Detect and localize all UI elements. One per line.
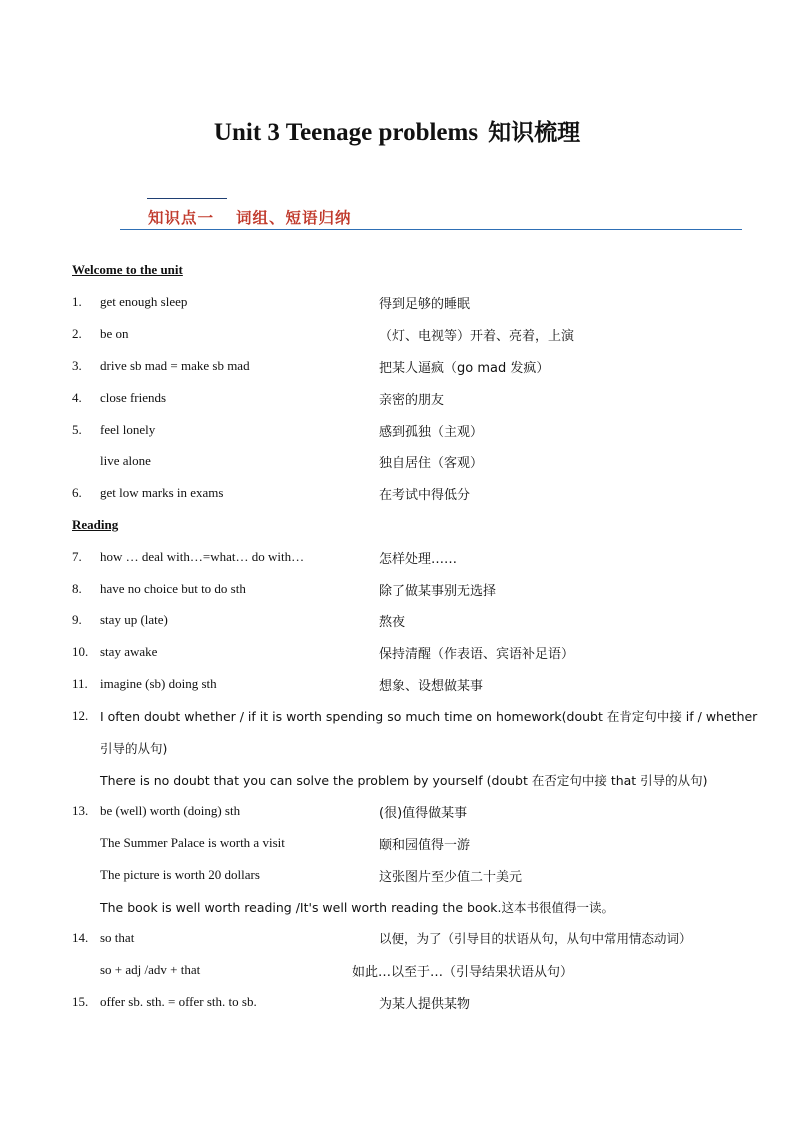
section-heading [148, 206, 352, 228]
item-english: be on [100, 326, 129, 341]
item-number: 2. [72, 326, 82, 341]
item-chinese: 怎样处理…… [379, 552, 458, 567]
item-chinese: 把某人逼疯（go mad 发疯） [379, 361, 550, 376]
item-english: The picture is worth 20 dollars [100, 867, 260, 882]
item-english: stay up (late) [100, 612, 168, 627]
item-english: how … deal with…=what… do with… [100, 549, 305, 564]
item-english: offer sb. sth. = offer sth. to sb. [100, 994, 257, 1009]
item-chinese: 以便，为了（引导目的状语从句，从句中常用情态动词） [379, 931, 692, 946]
item-english: The Summer Palace is worth a visit [100, 835, 285, 850]
item-number: 12. [72, 708, 89, 723]
subheading-reading: Reading [72, 517, 119, 532]
item-english: stay awake [100, 644, 158, 659]
item-example: There is no doubt that you can solve the problem by yourself (doubt 在否定句中接 that 引导的从句) [100, 773, 708, 788]
item-english: close friends [100, 390, 167, 405]
item-english: drive sb mad = make sb mad [100, 358, 250, 373]
item-example: The book is well worth reading /It's well worth reading the book.这本书很值得一读。 [100, 900, 614, 915]
item-number: 10. [72, 644, 89, 659]
item-chinese: (很)值得做某事 [379, 806, 468, 821]
section-label: 知识点一 [148, 209, 215, 227]
subheading-welcome: Welcome to the unit [72, 262, 183, 277]
item-number: 6. [72, 485, 82, 500]
page-title [0, 114, 794, 147]
item-chinese: 得到足够的睡眠 [379, 297, 471, 312]
item-number: 8. [72, 581, 82, 596]
item-chinese: 感到孤独（主观） [379, 425, 484, 440]
item-chinese: 这张图片至少值二十美元 [379, 870, 523, 885]
item-number: 14. [72, 930, 89, 945]
item-chinese: 熬夜 [379, 615, 406, 630]
item-english: so + adj /adv + that [100, 962, 201, 977]
item-english: get low marks in exams [100, 485, 224, 500]
item-sentence: I often doubt whether / if it is worth spending so much time on homework(doubt 在肯定句中接 if / whether [100, 709, 758, 724]
item-english: get enough sleep [100, 294, 188, 309]
section-text: 词组、短语归纳 [236, 209, 352, 227]
item-number: 5. [72, 422, 82, 437]
item-chinese: 独自居住（客观） [379, 456, 484, 471]
item-number: 9. [72, 612, 82, 627]
item-chinese: 保持清醒（作表语、宾语补足语） [379, 647, 575, 662]
title-english: Unit 3 Teenage problems [213, 119, 479, 146]
item-chinese: 如此…以至于…（引导结果状语从句） [352, 965, 574, 980]
item-chinese: 在考试中得低分 [379, 488, 471, 503]
item-sentence-continued: 引导的从句) [100, 741, 168, 756]
item-chinese: 除了做某事别无选择 [379, 584, 497, 599]
item-chinese: 颐和园值得一游 [379, 838, 471, 853]
item-number: 3. [72, 358, 82, 373]
item-english: have no choice but to do sth [100, 581, 246, 596]
item-english: be (well) worth (doing) sth [100, 803, 241, 818]
item-english: so that [100, 930, 135, 945]
section-rule-short [147, 198, 227, 199]
item-number: 13. [72, 803, 89, 818]
item-chinese: （灯、电视等）开着、亮着，上演 [379, 329, 575, 344]
item-number: 11. [72, 676, 88, 691]
item-chinese: 想象、设想做某事 [379, 679, 484, 694]
item-number: 1. [72, 294, 82, 309]
item-english: imagine (sb) doing sth [100, 676, 217, 691]
section-rule [120, 229, 742, 230]
item-number: 15. [72, 994, 89, 1009]
item-chinese: 亲密的朋友 [379, 393, 445, 408]
item-number: 7. [72, 549, 82, 564]
item-number: 4. [72, 390, 82, 405]
item-english: feel lonely [100, 422, 156, 437]
title-chinese: 知识梳理 [488, 120, 581, 146]
item-chinese: 为某人提供某物 [379, 997, 471, 1012]
item-english: live alone [100, 453, 151, 468]
